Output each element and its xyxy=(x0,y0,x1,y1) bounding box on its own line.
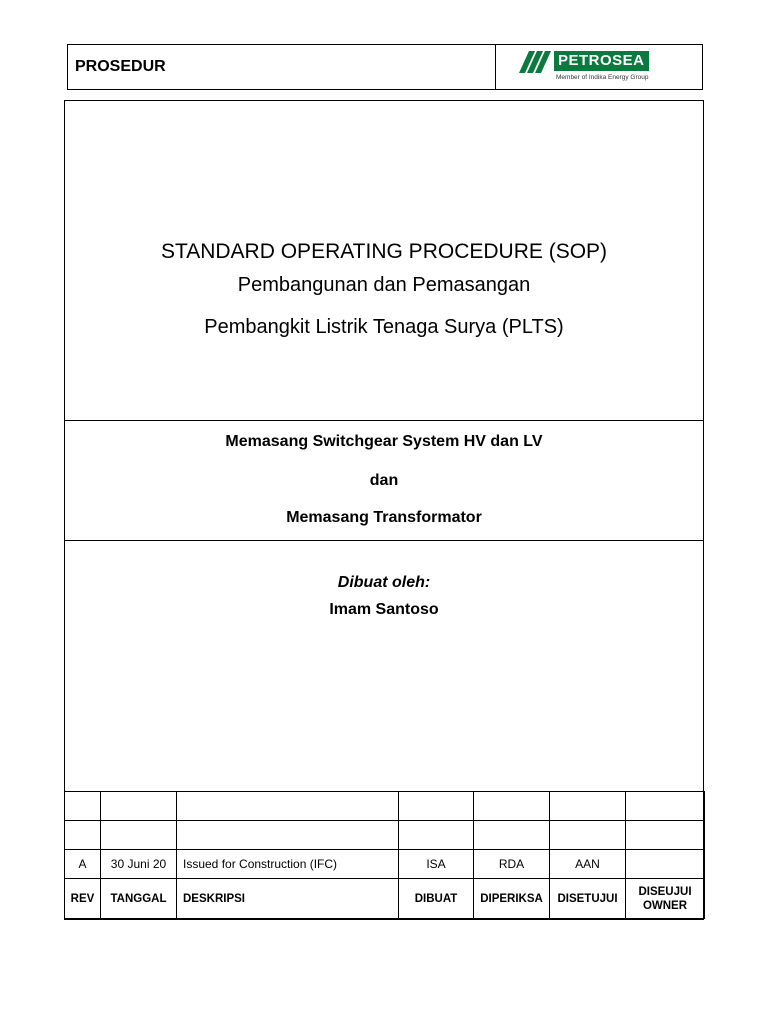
description-cell xyxy=(177,821,399,850)
document-header xyxy=(67,44,703,90)
petrosea-logo xyxy=(519,47,679,87)
logo-cell xyxy=(496,45,702,89)
rev-cell: A xyxy=(65,850,101,879)
document-subtitle-line2: Pembangkit Listrik Tenaga Surya (PLTS) xyxy=(204,316,564,338)
revision-table xyxy=(64,791,705,919)
document-type-label: PROSEDUR xyxy=(68,45,496,89)
subject-line2: Memasang Transformator xyxy=(286,509,482,526)
checked-by-cell xyxy=(474,792,550,821)
petrosea-stripes-icon xyxy=(519,51,555,73)
logo-brand-name: PETROSEA xyxy=(554,51,649,71)
rev-cell xyxy=(65,821,101,850)
author-section xyxy=(65,541,703,792)
column-header-checked-by: DIPERIKSA xyxy=(474,879,550,919)
date-cell: 30 Juni 20 xyxy=(101,850,177,879)
checked-by-cell xyxy=(474,821,550,850)
logo-tagline: Member of Indika Energy Group xyxy=(556,74,649,81)
author-label: Dibuat oleh: xyxy=(337,574,431,591)
date-cell xyxy=(101,792,177,821)
created-by-cell xyxy=(399,792,474,821)
subject-section xyxy=(65,421,703,541)
table-row xyxy=(65,792,705,821)
column-header-description: DESKRIPSI xyxy=(177,879,399,919)
description-cell: Issued for Construction (IFC) xyxy=(177,850,399,879)
owner-approval-cell xyxy=(626,821,705,850)
subject-line1: Memasang Switchgear System HV dan LV xyxy=(225,433,543,450)
table-row xyxy=(65,821,705,850)
document-body xyxy=(64,100,704,920)
column-header-date: TANGGAL xyxy=(101,879,177,919)
approved-by-cell: AAN xyxy=(550,850,626,879)
column-header-rev: REV xyxy=(65,879,101,919)
description-cell xyxy=(177,792,399,821)
document-subtitle-line1: Pembangunan dan Pemasangan xyxy=(237,274,531,296)
column-header-created-by: DIBUAT xyxy=(399,879,474,919)
created-by-cell xyxy=(399,821,474,850)
column-header-owner-approval: DISEUJUI OWNER xyxy=(626,879,705,919)
checked-by-cell: RDA xyxy=(474,850,550,879)
approved-by-cell xyxy=(550,792,626,821)
owner-approval-cell xyxy=(626,850,705,879)
author-name: Imam Santoso xyxy=(329,601,439,618)
subject-connector: dan xyxy=(369,472,399,489)
created-by-cell: ISA xyxy=(399,850,474,879)
title-section xyxy=(65,101,703,421)
column-header-approved-by: DISETUJUI xyxy=(550,879,626,919)
revision-table-header xyxy=(65,879,705,919)
table-row xyxy=(65,850,705,879)
owner-approval-cell xyxy=(626,792,705,821)
rev-cell xyxy=(65,792,101,821)
date-cell xyxy=(101,821,177,850)
document-title: STANDARD OPERATING PROCEDURE (SOP) xyxy=(160,240,608,263)
approved-by-cell xyxy=(550,821,626,850)
